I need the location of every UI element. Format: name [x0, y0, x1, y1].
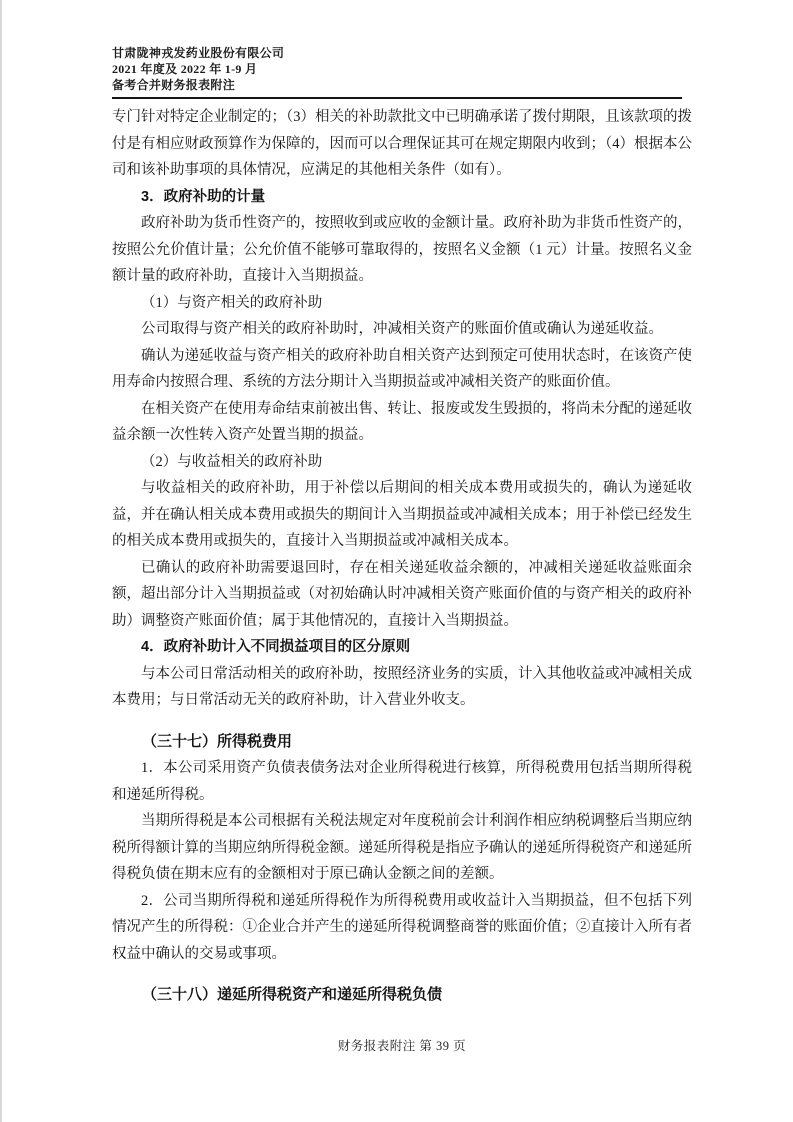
section-heading: 3．政府补助的计量	[141, 188, 266, 205]
header-company-name: 甘肃陇神戎发药业股份有限公司	[112, 46, 285, 60]
paragraph: 在相关资产在使用寿命结束前被出售、转让、报废或发生毁损的，将尚未分配的递延收益余额一次性转入资产处置当期的损益。	[112, 400, 692, 444]
paragraph: 政府补助为货币性资产的，按照收到或应收的金额计量。政府补助为非货币性资产的，按照公允价值计量；公允价值不能够可靠取得的，按照名义金额（1 元）计量。按照名义金额计量的政府补助，直接计入当期损益。	[112, 215, 692, 285]
header-report-period: 2021 年度及 2022 年 1-9 月	[112, 61, 258, 76]
paragraph: 专门针对特定企业制定的；（3）相关的补助款批文中已明确承诺了拨付期限，且该款项的拨付是有相应财政预算作为保障的，因而可以合理保证其可在规定期限内收到；（4）根据本公司和该补助事项的具体情况，应满足的其他相关条件（如有）。	[112, 109, 692, 179]
paragraph: 1．本公司采用资产负债表债务法对企业所得税进行核算，所得税费用包括当期所得税和递延所得税。	[112, 760, 692, 803]
section-heading: （三十七）所得税费用	[142, 732, 293, 750]
page-content	[112, 46, 692, 1009]
document-header	[112, 46, 692, 93]
header-divider	[112, 97, 682, 99]
page-footer: 财务报表附注 第 39 页	[337, 1039, 467, 1053]
page-edge-shadow	[0, 0, 2, 1122]
document-body	[112, 104, 692, 1009]
header-doc-title: 备考合并财务报表附注	[112, 77, 236, 92]
section-heading: （三十八）递延所得税资产和递延所得税负债	[142, 986, 443, 1004]
paragraph: （2）与收益相关的政府补助	[141, 453, 323, 470]
paragraph: 与本公司日常活动相关的政府补助，按照经济业务的实质，计入其他收益或冲减相关成本费用；与日常活动无关的政府补助，计入营业外收支。	[112, 665, 692, 709]
paragraph: （1）与资产相关的政府补助	[141, 294, 323, 311]
paragraph: 与收益相关的政府补助，用于补偿以后期间的相关成本费用或损失的，确认为递延收益，并在确认相关成本费用或损失的期间计入当期损益或冲减相关成本；用于补偿已经发生的相关成本费用或损失的，直接计入当期损益或冲减相关成本。	[112, 480, 692, 550]
paragraph: 公司取得与资产相关的政府补助时，冲减相关资产的账面价值或确认为递延收益。	[141, 321, 663, 338]
paragraph: 确认为递延收益与资产相关的政府补助自相关资产达到预定可使用状态时，在该资产使用寿命内按照合理、系统的方法分期计入当期损益或冲减相关资产的账面价值。	[112, 347, 692, 391]
paragraph: 2．公司当期所得税和递延所得税作为所得税费用或收益计入当期损益，但不包括下列情况产生的所得税：①企业合并产生的递延所得税调整商誉的账面价值；②直接计入所有者权益中确认的交易或事项。	[112, 892, 692, 962]
section-heading: 4．政府补助计入不同损益项目的区分原则	[141, 639, 411, 656]
paragraph: 当期所得税是本公司根据有关税法规定对年度税前会计利润作相应纳税调整后当期应纳税所得额计算的当期应纳所得税金额。递延所得税是指应予确认的递延所得税资产和递延所得税负债在期末应有的金额相对于原已确认金额之间的差额。	[112, 813, 692, 883]
paragraph: 已确认的政府补助需要退回时，存在相关递延收益余额的，冲减相关递延收益账面余额，超出部分计入当期损益或（对初始确认时冲减相关资产账面价值的与资产相关的政府补助）调整资产账面价值；属于其他情况的，直接计入当期损益。	[112, 559, 692, 629]
